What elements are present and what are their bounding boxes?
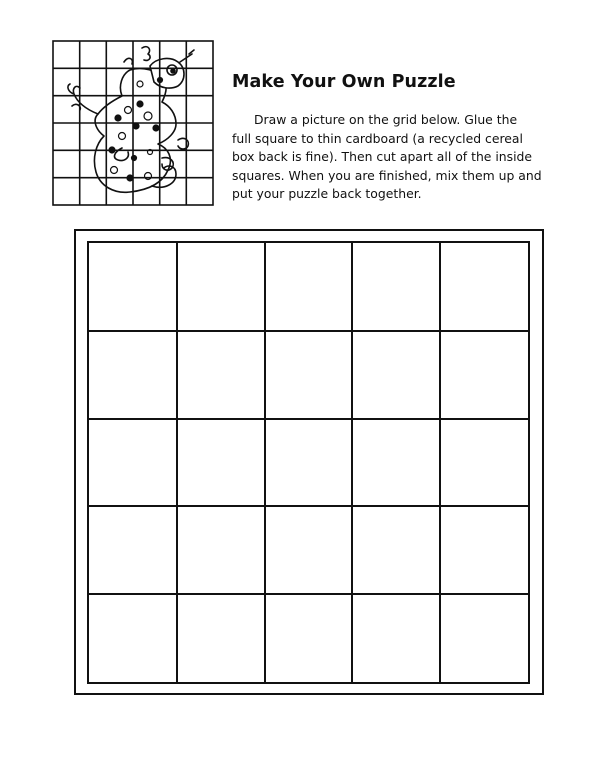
grid-line-vertical <box>176 243 178 682</box>
instructions-text <box>232 111 572 204</box>
instructions-line: squares. When you are finished, mix them up and <box>232 167 542 183</box>
grid-line-vertical <box>351 243 353 682</box>
grid-line-horizontal <box>89 593 528 595</box>
grid-line-vertical <box>439 243 441 682</box>
instructions-line: box back is fine). Then cut apart all of the inside <box>232 149 533 164</box>
grid-line-horizontal <box>89 330 528 332</box>
instructions-line: Draw a picture on the grid below. Glue the <box>254 112 518 127</box>
grid-line-horizontal <box>89 505 528 507</box>
puzzle-drawing-grid[interactable] <box>87 241 530 684</box>
example-grid <box>53 41 213 205</box>
example-puzzle-illustration <box>52 40 214 206</box>
page-title: Make Your Own Puzzle <box>232 72 456 92</box>
grid-line-vertical <box>264 243 266 682</box>
instructions-line: put your puzzle back together. <box>232 186 422 201</box>
grid-line-horizontal <box>89 418 528 420</box>
instructions-line: full square to thin cardboard (a recycled cereal <box>232 130 523 146</box>
